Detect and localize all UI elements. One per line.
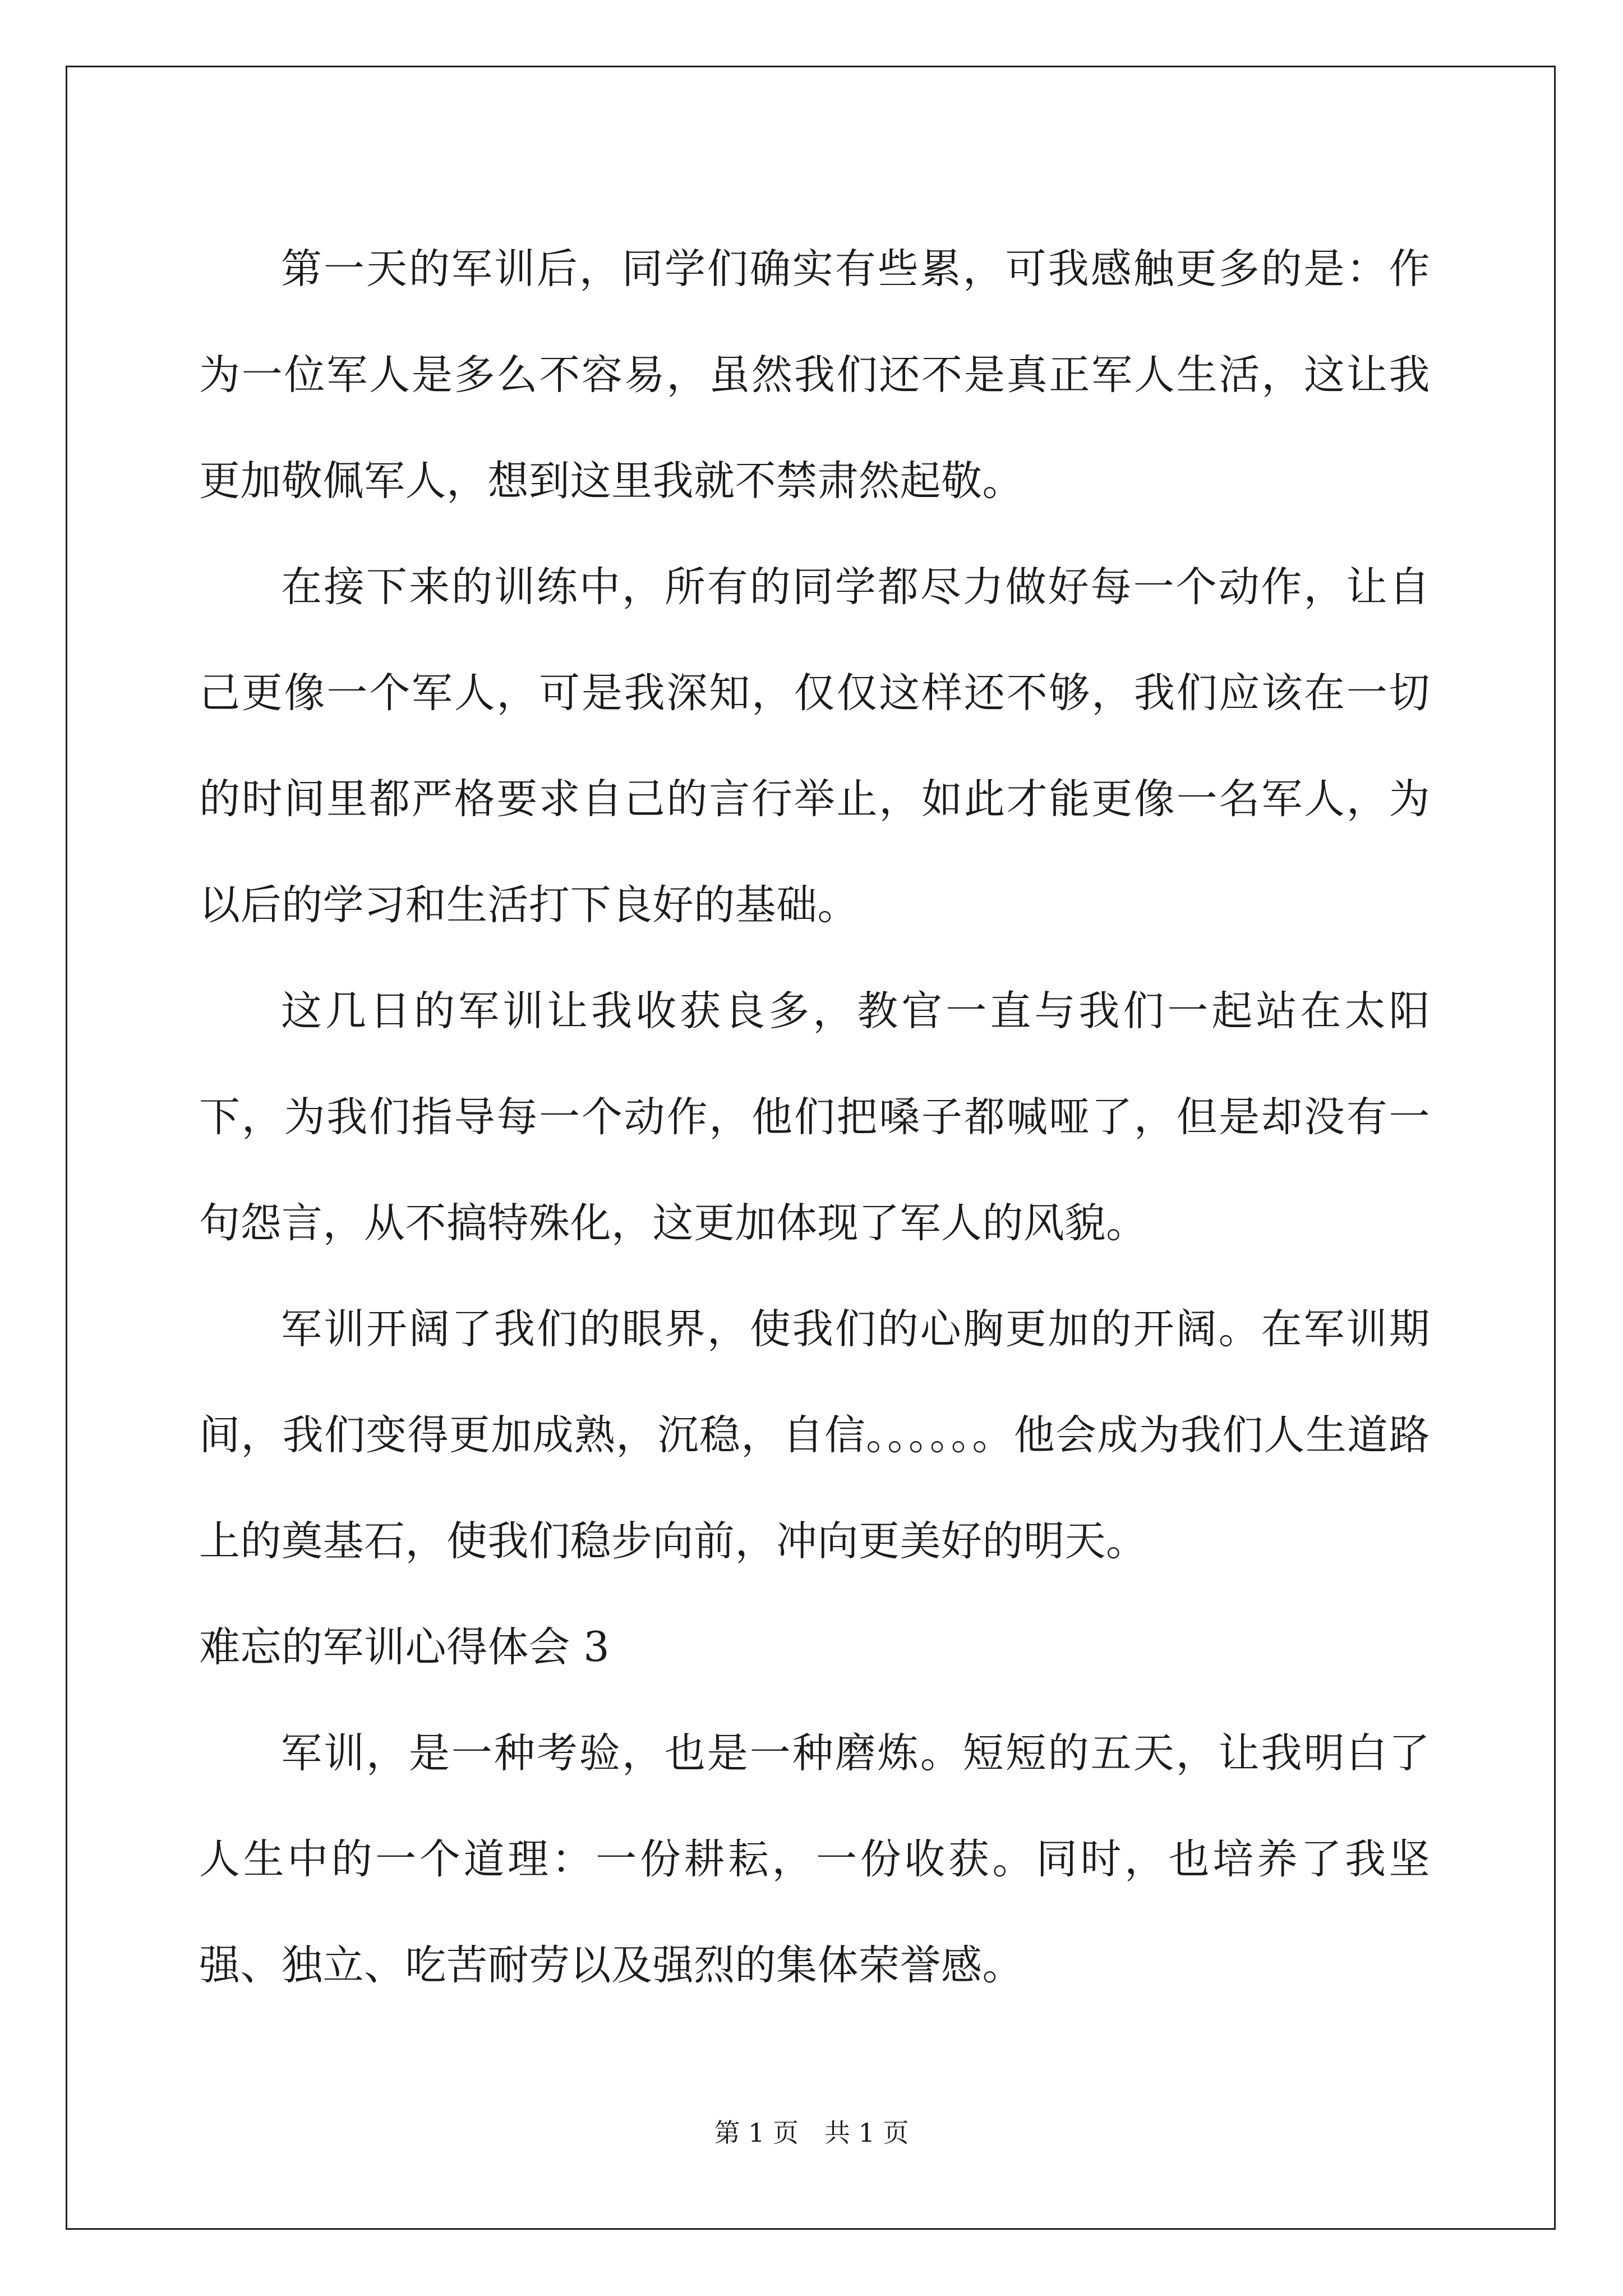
page-footer [0, 2116, 1623, 2150]
paragraph-closing: 军训，是一种考验，也是一种磨炼。短短的五天，让我明白了人生中的一个道理：一份耕耘，一份收获。同时，也培养了我坚强、独立、吃苦耐劳以及强烈的集体荣誉感。 [199, 1729, 1430, 1989]
section-heading: 难忘的军训心得体会 3 [199, 1623, 610, 1671]
paragraph-horizons: 军训开阔了我们的眼界，使我们的心胸更加的开阔。在军训期间，我们变得更加成熟，沉稳，自信。。。。。。他会成为我们人生道路上的奠基石，使我们稳步向前，冲向更美好的明天。 [199, 1305, 1430, 1565]
page-total: 共 1 页 [824, 2118, 909, 2148]
page-number: 第 1 页 [714, 2118, 799, 2148]
paragraph-instructors: 这几日的军训让我收获良多，教官一直与我们一起站在太阳下，为我们指导每一个动作，他们把嗓子都喊哑了，但是却没有一句怨言，从不搞特殊化，这更加体现了军人的风貌。 [199, 987, 1430, 1247]
document-body [199, 216, 1430, 2018]
paragraph-training: 在接下来的训练中，所有的同学都尽力做好每一个动作，让自己更像一个军人，可是我深知，仅仅这样还不够，我们应该在一切的时间里都严格要求自己的言行举止，如此才能更像一名军人，为以后的学习和生活打下良好的基础。 [199, 563, 1430, 929]
paragraph-first-day: 第一天的军训后，同学们确实有些累，可我感触更多的是：作为一位军人是多么不容易，虽然我们还不是真正军人生活，这让我更加敬佩军人，想到这里我就不禁肃然起敬。 [199, 245, 1430, 505]
